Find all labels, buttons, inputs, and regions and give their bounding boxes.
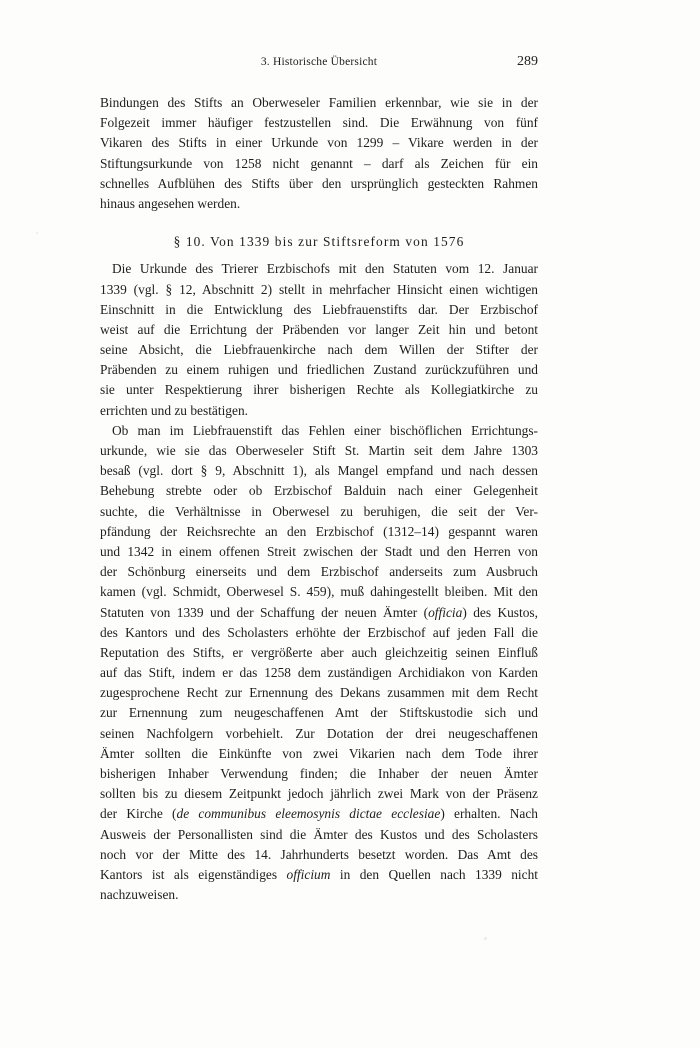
text-line: Folgezeit immer häufiger festzustellen sind. Die Erwähnung von fünf (100, 115, 538, 131)
text-line: bisherigen Inhaber Verwendung finden; die Inhaber der neuen Ämter (100, 766, 538, 781)
text-line: zur Ernennung zum neugeschaffenen Amt der Stiftskustodie sich und (100, 705, 538, 721)
running-title: 3. Historische Übersicht (260, 56, 378, 68)
text-line: Vikaren des Stifts in einer Urkunde von 1299 – Vikare werden in der (100, 135, 538, 151)
body-text (100, 93, 538, 905)
text-line: schnelles Aufblühen des Stifts über den ursprünglich gesteckten Rahmen (100, 175, 538, 191)
text-line: Kantors ist als eigenständiges officium in den Quellen nach 1339 nicht (100, 866, 538, 882)
text-line: suchte, die Verhältnisse in Oberwesel zu beruhigen, die seit der Ver- (100, 503, 538, 519)
text-line: kamen (vgl. Schmidt, Oberwesel S. 459), muß dahingestellt bleiben. Mit den (100, 584, 538, 600)
text-line: Ämter sollten die Einkünfte von zwei Vikarien nach dem Tode ihrer (100, 745, 538, 761)
text-line: Einschnitt in die Entwicklung des Liebfrauenstifts dar. Der Erzbischof (100, 301, 538, 317)
running-head (100, 54, 538, 74)
text-line: Bindungen des Stifts an Oberweseler Familien erkennbar, wie sie in der (100, 95, 538, 110)
paragraph-2 (100, 259, 538, 421)
paragraph-3 (100, 421, 538, 906)
text-line: Ausweis der Personallisten sind die Ämter des Kustos und des Scholasters (100, 826, 538, 842)
text-line: hinaus angesehen werden. (100, 195, 241, 211)
text-line: Behebung strebte oder ob Erzbischof Balduin nach einer Gelegenheit (100, 483, 538, 499)
text-line: weist auf die Errichtung der Präbenden vor langer Zeit hin und betont (100, 321, 538, 337)
text-line: nachzuweisen. (100, 887, 179, 903)
text-line: 1339 (vgl. § 12, Abschnitt 2) stellt in mehrfacher Hinsicht einen wichtigen (100, 281, 538, 297)
text-line: und 1342 in einem offenen Streit zwischen der Stadt und den Herren von (100, 543, 538, 559)
text-line: des Kantors und des Scholasters erhöhte der Erzbischof auf jeden Fall die (100, 624, 538, 640)
section-heading: § 10. Von 1339 bis zur Stiftsreform von 1576 (173, 234, 465, 250)
text-line: Ob man im Liebfrauenstift das Fehlen einer bischöflichen Errichtungs- (112, 422, 538, 438)
text-line: pfändung der Reichsrechte an den Erzbischof (1312–14) gespannt waren (100, 523, 538, 539)
text-line: Statuten von 1339 und der Schaffung der neuen Ämter (officia) des Kustos, (100, 604, 538, 620)
text-line: seinen Nachfolgern vorbehielt. Zur Dotation der drei neugeschaffenen (100, 725, 538, 741)
text-line: auf das Stift, indem er das 1258 dem zuständigen Archidiakon von Karden (100, 665, 538, 681)
text-line: Reputation des Stifts, er vergrößerte aber auch gleichzeitig seinen Einfluß (100, 644, 538, 660)
scan-speck (36, 232, 38, 234)
text-line: errichten und zu bestätigen. (100, 402, 248, 418)
text-line: der Kirche (de communibus eleemosynis dictae ecclesiae) erhalten. Nach (100, 806, 538, 822)
text-line: urkunde, wie sie das Oberweseler Stift St. Martin seit dem Jahre 1303 (100, 443, 538, 458)
scan-speck (484, 937, 487, 940)
text-line: sie unter Respektierung ihrer bisherigen Rechte als Kollegiatkirche zu (100, 382, 538, 398)
text-line: Stiftungsurkunde von 1258 nicht genannt – darf als Zeichen für ein (100, 155, 538, 171)
paragraph-1 (100, 93, 538, 214)
page-number: 289 (517, 54, 538, 69)
text-line: noch vor der Mitte des 14. Jahrhunderts besetzt worden. Das Amt des (100, 846, 538, 862)
text-line: sollten bis zu diesem Zeitpunkt jedoch jährlich zwei Mark von der Präsenz (100, 786, 538, 802)
text-line: der Schönburg einerseits und dem Erzbischof anderseits zum Ausbruch (100, 564, 538, 580)
text-line: Die Urkunde des Trierer Erzbischofs mit den Statuten vom 12. Januar (112, 261, 538, 277)
text-line: Präbenden zu einem ruhigen und friedlichen Zustand zurückzuführen und (100, 362, 538, 378)
text-line: zugesprochene Recht zur Ernennung des Dekans zusammen mit dem Recht (100, 685, 538, 701)
text-line: besaß (vgl. dort § 9, Abschnitt 1), als Mangel empfand und nach dessen (100, 463, 538, 479)
text-line: seine Absicht, die Liebfrauenkirche nach dem Willen der Stifter der (100, 342, 538, 358)
